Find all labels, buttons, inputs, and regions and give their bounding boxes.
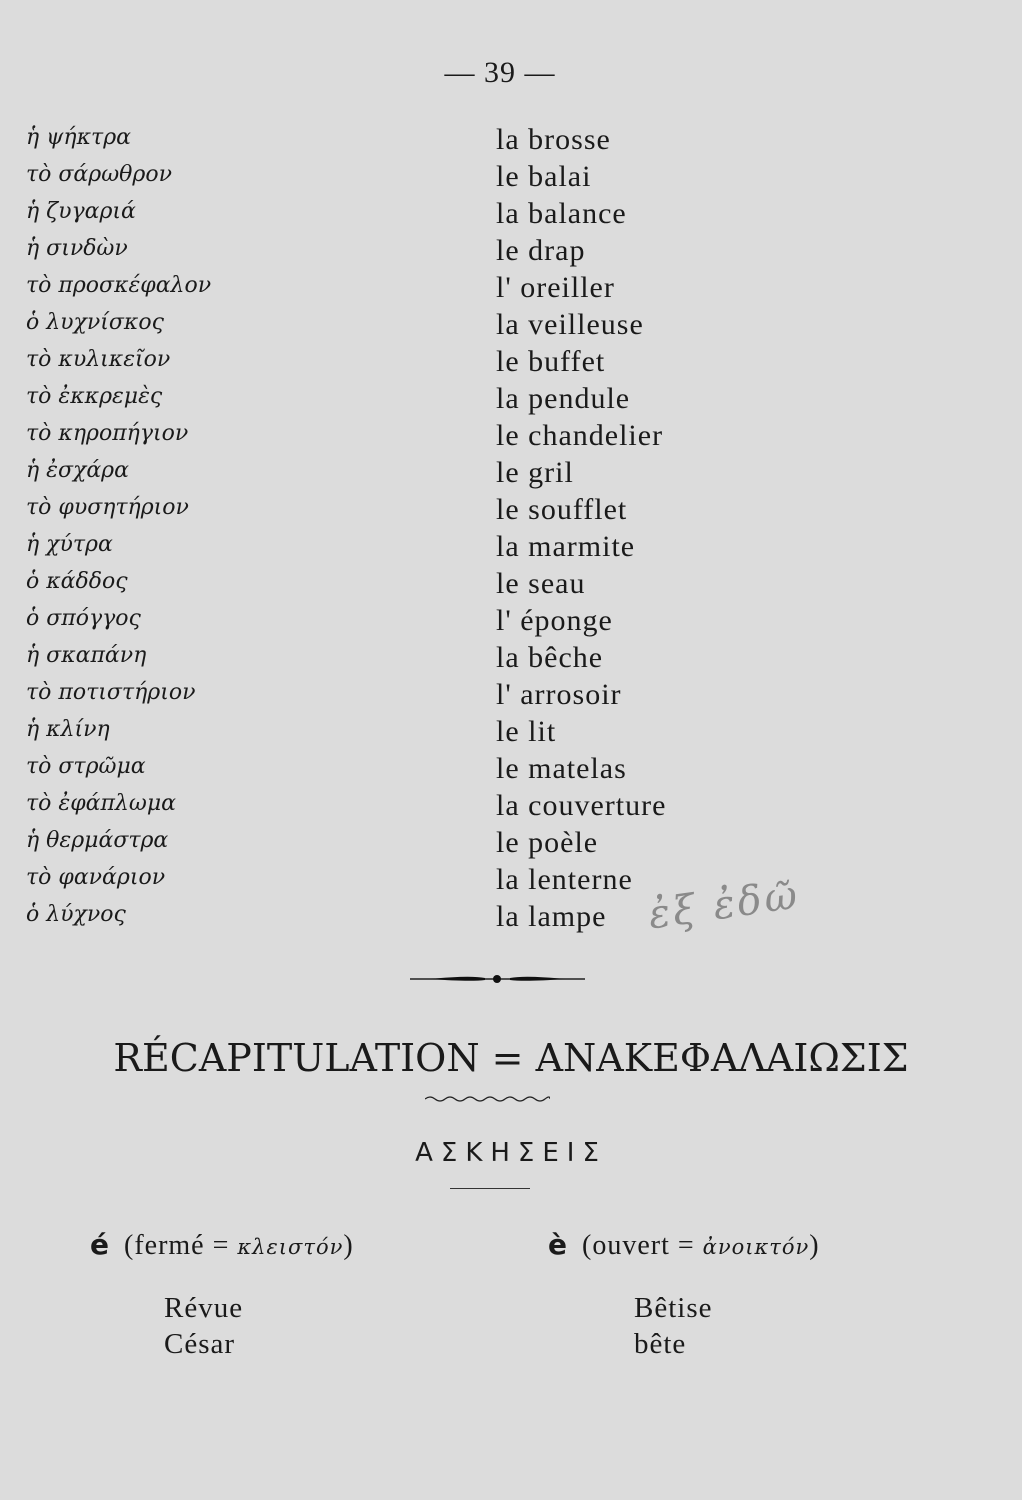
greek-term: τὸ ποτιστήριον — [26, 680, 196, 705]
vocab-row — [0, 606, 1022, 643]
heading-greek: κλειστόν — [237, 1235, 344, 1259]
vocab-row — [0, 902, 1022, 939]
vocab-row — [0, 754, 1022, 791]
ornament-divider — [410, 970, 585, 986]
exercises-title: ΑΣΚΗΣΕΙΣ — [415, 1138, 607, 1168]
example-words — [164, 1290, 354, 1362]
vocab-row — [0, 236, 1022, 273]
french-term: l' oreiller — [496, 271, 615, 304]
example-word: César — [164, 1328, 236, 1360]
vocab-row — [0, 495, 1022, 532]
vocab-row — [0, 199, 1022, 236]
greek-term: ἡ χύτρα — [26, 532, 113, 557]
heading-close: ) — [343, 1230, 354, 1261]
vocab-row — [0, 162, 1022, 199]
heading-greek: ἀνοικτόν — [702, 1235, 810, 1259]
greek-term: τὸ προσκέφαλον — [26, 273, 212, 298]
heading-label: (ouvert = — [582, 1230, 703, 1261]
french-term: la veilleuse — [496, 308, 644, 341]
heading-label: (fermé = — [124, 1230, 238, 1261]
french-term: le drap — [496, 234, 586, 267]
greek-term: τὸ φυσητήριον — [26, 495, 189, 520]
example-word: Bêtise — [634, 1292, 713, 1324]
greek-term: τὸ φανάριον — [26, 865, 166, 890]
greek-term: ὁ λύχνος — [26, 902, 126, 927]
vocab-row — [0, 865, 1022, 902]
vowel-symbol: é — [90, 1228, 110, 1261]
recapitulation-title: RÉCAPITULATION = ΑΝΑΚΕΦΑΛΑΙΩΣΙΣ — [113, 1036, 909, 1080]
divider-line — [450, 1188, 530, 1189]
vocab-row — [0, 791, 1022, 828]
greek-term: ἡ ζυγαριά — [26, 199, 136, 224]
vocab-row — [0, 125, 1022, 162]
vocab-row — [0, 421, 1022, 458]
heading-close: ) — [809, 1230, 820, 1261]
wavy-divider — [425, 1093, 550, 1105]
column-heading — [548, 1228, 820, 1262]
vocab-row — [0, 717, 1022, 754]
french-term: la bêche — [496, 641, 604, 674]
handwritten-note: ἐξ ἐδῶ — [645, 871, 803, 939]
vocab-row — [0, 347, 1022, 384]
open-e-column — [548, 1228, 820, 1362]
column-heading — [90, 1228, 354, 1262]
page-number: — 39 — — [444, 56, 556, 89]
vocab-row — [0, 532, 1022, 569]
french-term: le buffet — [496, 345, 606, 378]
vocab-row — [0, 310, 1022, 347]
greek-term: ὁ σπόγγος — [26, 606, 141, 631]
french-term: la brosse — [496, 123, 611, 156]
french-term: le soufflet — [496, 493, 628, 526]
french-term: le balai — [496, 160, 592, 193]
french-term: l' éponge — [496, 604, 613, 637]
french-term: le lit — [496, 715, 557, 748]
example-words — [634, 1290, 820, 1362]
greek-term: τὸ στρῶμα — [26, 754, 146, 779]
vocab-row — [0, 384, 1022, 421]
greek-term: τὸ ἐκκρεμὲς — [26, 384, 163, 409]
greek-term: ἡ θερμάστρα — [26, 828, 169, 853]
french-term: le gril — [496, 456, 574, 489]
vocab-row — [0, 458, 1022, 495]
vocab-row — [0, 273, 1022, 310]
example-word: bête — [634, 1328, 687, 1360]
greek-term: ἡ κλίνη — [26, 717, 110, 742]
french-term: la pendule — [496, 382, 631, 415]
greek-term: ἡ ψήκτρα — [26, 125, 131, 150]
greek-term: ἡ ἐσχάρα — [26, 458, 129, 483]
vocab-row — [0, 828, 1022, 865]
closed-e-column — [90, 1228, 354, 1362]
french-term: la marmite — [496, 530, 636, 563]
french-term: la couverture — [496, 789, 667, 822]
french-term: le poèle — [496, 826, 599, 859]
french-term: le chandelier — [496, 419, 664, 452]
greek-term: ἡ σκαπάνη — [26, 643, 147, 668]
vocab-row — [0, 680, 1022, 717]
greek-term: τὸ ἐφάπλωμα — [26, 791, 176, 816]
french-term: la lenterne — [496, 863, 633, 896]
french-term: la lampe — [496, 900, 607, 933]
greek-term: τὸ κηροπήγιον — [26, 421, 189, 446]
greek-term: ἡ σινδὼν — [26, 236, 128, 261]
greek-term: τὸ κυλικεῖον — [26, 347, 171, 372]
vowel-symbol: è — [548, 1228, 568, 1261]
french-term: l' arrosoir — [496, 678, 622, 711]
vocab-row — [0, 643, 1022, 680]
greek-term: ὁ λυχνίσκος — [26, 310, 164, 335]
french-term: le seau — [496, 567, 586, 600]
greek-term: ὁ κάδδος — [26, 569, 128, 594]
french-term: le matelas — [496, 752, 627, 785]
french-term: la balance — [496, 197, 627, 230]
vocab-row — [0, 569, 1022, 606]
greek-term: τὸ σάρωθρον — [26, 162, 172, 187]
example-word: Révue — [164, 1292, 244, 1324]
